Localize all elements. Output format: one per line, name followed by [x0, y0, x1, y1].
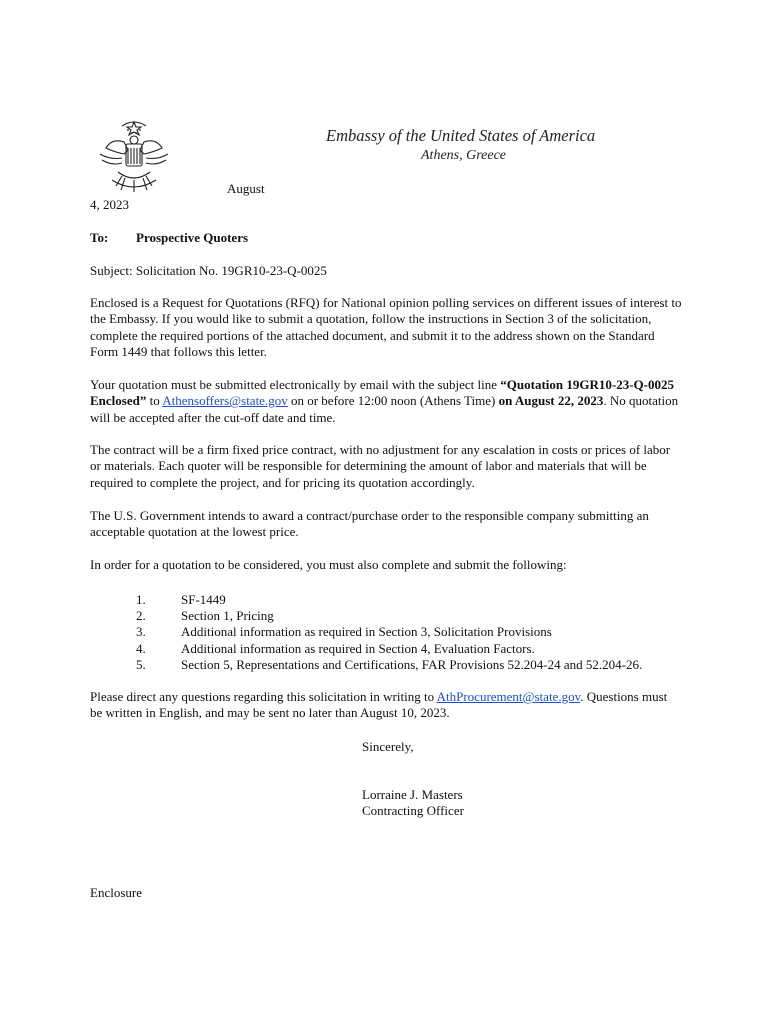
submission-deadline-bold: on August 22, 2023 — [498, 393, 604, 409]
closing-salutation: Sincerely, — [362, 739, 414, 754]
signature-block — [362, 787, 464, 820]
letter-date-month: August — [227, 181, 265, 196]
list-item — [136, 657, 642, 673]
list-item-text: Additional information as required in Section 3, Solicitation Provisions — [181, 624, 552, 640]
requirements-list — [136, 592, 642, 673]
questions-text-2: . Questions must be written in English, and may be sent no later than August 10, 2023. — [90, 689, 668, 721]
list-item-number: 3. — [136, 624, 146, 640]
letter-date-day-year: 4, 2023 — [90, 197, 129, 212]
list-item-number: 2. — [136, 608, 146, 624]
procurement-email-link[interactable]: AthProcurement@state.gov — [436, 689, 581, 704]
list-item-number: 4. — [136, 640, 146, 656]
list-item-text: Additional information as required in Section 4, Evaluation Factors. — [181, 640, 535, 656]
subject-line: Subject: Solicitation No. 19GR10-23-Q-0025 — [90, 263, 327, 278]
paragraph-submission — [90, 377, 682, 426]
signer-name: Lorraine J. Masters — [362, 787, 463, 802]
paragraph-award: The U.S. Government intends to award a contract/purchase order to the responsible company submitting an acceptable quotation at the lowest price. — [90, 508, 649, 540]
paragraph-rfq-intro: Enclosed is a Request for Quotations (RFQ) for National opinion polling services on different issues of interest to the Embassy. If you would like to submit a quotation, follow the instructions in Section 3 of the solicitation, complete the required portions of the attached document, and submit it to the address shown on the Standard Form 1449 that follows this letter. — [90, 295, 682, 359]
submission-text-2: to — [146, 393, 163, 409]
signer-title: Contracting Officer — [362, 803, 464, 819]
submission-subject-bold: “Quotation 19GR10-23-Q-0025 Enclosed” — [90, 377, 674, 409]
submission-text-1: Your quotation must be submitted electronically by email with the subject line — [90, 377, 501, 392]
list-item — [136, 608, 642, 624]
submission-text-3: on or before 12:00 noon (Athens Time) — [287, 393, 499, 409]
list-item — [136, 641, 642, 657]
list-item-text: Section 1, Pricing — [181, 608, 274, 624]
list-item-text: SF-1449 — [181, 592, 226, 607]
paragraph-questions — [90, 689, 682, 722]
list-item — [136, 624, 642, 640]
paragraph-requirements-intro: In order for a quotation to be considered, you must also complete and submit the following: — [90, 557, 567, 572]
questions-text-1: Please direct any questions regarding this solicitation in writing to — [90, 689, 437, 704]
list-item-number: 1. — [136, 592, 146, 607]
submission-text-4: . No quotation will be accepted after the cut-off date and time. — [90, 393, 679, 425]
embassy-city: Athens, Greece — [421, 148, 506, 163]
offers-email-link[interactable]: Athensoffers@state.gov — [162, 393, 288, 409]
paragraph-contract-type: The contract will be a firm fixed price contract, with no adjustment for any escalation in costs or prices of labor or materials. Each quoter will be responsible for determining the amount of labor and materials that will be required to complete the project, and for pricing its quotation accordingly. — [90, 442, 671, 490]
to-label: To: — [90, 230, 109, 245]
enclosure-note: Enclosure — [90, 885, 142, 900]
list-item-number: 5. — [136, 656, 146, 672]
embassy-title: Embassy of the United States of America — [326, 126, 596, 145]
great-seal-icon — [92, 114, 176, 198]
to-recipient: Prospective Quoters — [136, 230, 249, 245]
list-item — [136, 592, 642, 608]
list-item-text: Section 5, Representations and Certifications, FAR Provisions 52.204-24 and 52.204-26. — [181, 656, 643, 672]
